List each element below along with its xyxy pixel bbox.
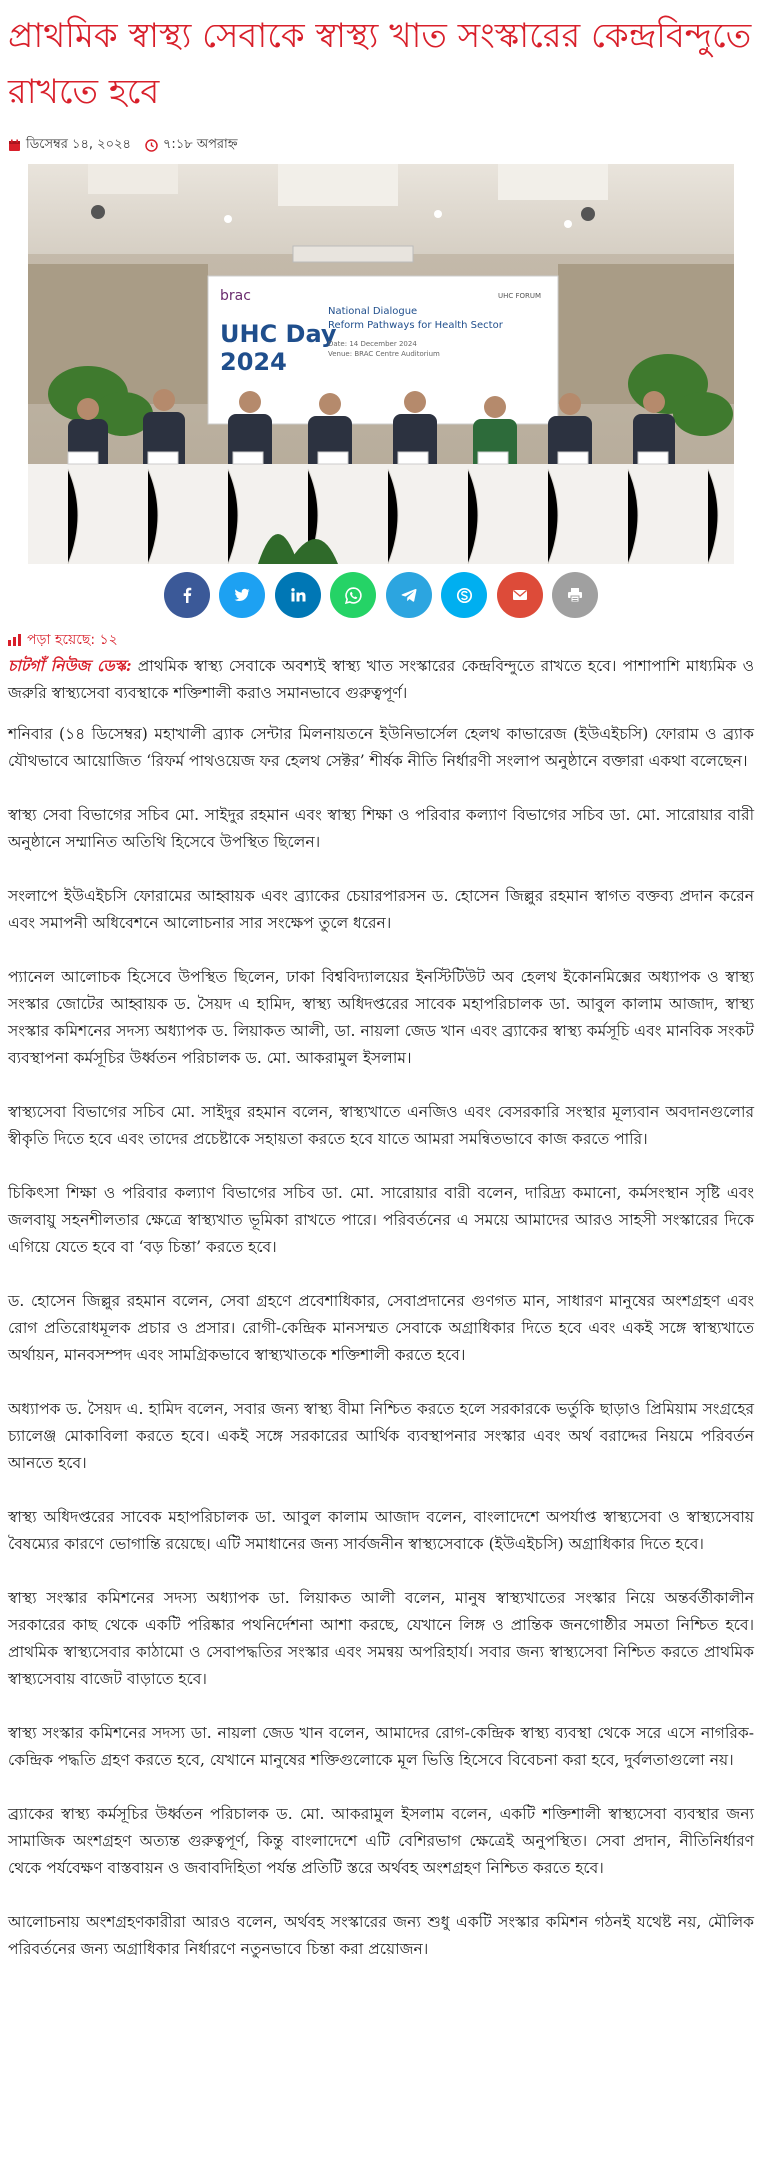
share-bar: [164, 572, 598, 618]
article-paragraph: অধ্যাপক ড. সৈয়দ এ. হামিদ বলেন, সবার জন্য স্বাস্থ্য বীমা নিশ্চিত করতে হলে সরকারকে ভর্তুকি ছাড়াও প্রিমিয়াম সংগ্রহের চ্যালেঞ্জ মোকাবিলা করতে হবে। একই সঙ্গে সরকারের আর্থিক ব্যবস্থাপনার সংস্কার এবং অর্থ বরাদ্দের নিয়মে পরিবর্তন আনতে হবে।: [8, 1400, 754, 1472]
publish-time: ৭:১৮ অপরাহ্ন: [162, 136, 238, 152]
article-paragraph: প্যানেল আলোচক হিসেবে উপস্থিত ছিলেন, ঢাকা বিশ্ববিদ্যালয়ের ইনস্টিটিউট অব হেলথ ইকোনমিক্সের অধ্যাপক ও স্বাস্থ্য সংস্কার জোটের আহ্বায়ক ড. সৈয়দ এ হামিদ, স্বাস্থ্য অধিদপ্তরের সাবেক মহাপরিচালক ডা. আবুল কালাম আজাদ, স্বাস্থ্য সংস্কার কমিশনের সদস্য অধ্যাপক ড. লিয়াকত আলী, ডা. নায়লা জেড খান এবং ব্র্যাকের স্বাস্থ্য কর্মসূচি এবং মানবিক সংকট ব্যবস্থাপনা কর্মসূচির উর্ধ্বতন পরিচালক ড. মো. আকরামুল ইসলাম।: [8, 968, 754, 1067]
article-lead: [8, 652, 754, 707]
article-paragraph: স্বাস্থ্য অধিদপ্তরের সাবেক মহাপরিচালক ডা. আবুল কালাম আজাদ বলেন, বাংলাদেশে অপর্যাপ্ত স্বাস্থ্যসেবা ও স্বাস্থ্যসেবায় বৈষম্যের কারণে ভোগান্তি রয়েছে। এটি সমাধানের জন্য সার্বজনীন স্বাস্থ্যসেবাকে (ইউএইচসি) অগ্রাধিকার দিতে হবে।: [8, 1508, 754, 1553]
article-paragraph: স্বাস্থ্য সংস্কার কমিশনের সদস্য ডা. নায়লা জেড খান বলেন, আমাদের রোগ-কেন্দ্রিক স্বাস্থ্য ব্যবস্থা থেকে সরে এসে নাগরিক-কেন্দ্রিক পদ্ধতি গ্রহণ করতে হবে, যেখানে মানুষের শক্তিগুলোকে মূল ভিত্তি হিসেবে বিবেচনা করা হবে, দুর্বলতাগুলো নয়।: [8, 1724, 754, 1769]
article-paragraph: ড. হোসেন জিল্লুর রহমান বলেন, সেবা গ্রহণে প্রবেশাধিকার, সেবাপ্রদানের গুণগত মান, সাধারণ মানুষের অংশগ্রহণ এবং রোগ প্রতিরোধমূলক প্রচার ও প্রসার। রোগী-কেন্দ্রিক মানসম্মত সেবাকে অগ্রাধিকার দিতে হবে এবং একই সঙ্গে স্বাস্থ্যখাতে অর্থায়ন, মানবসম্পদ এবং সামগ্রিকভাবে স্বাস্থ্যখাতকে শক্তিশালী করতে হবে।: [8, 1292, 754, 1364]
share-linkedin-button[interactable]: [275, 572, 321, 618]
print-button[interactable]: [552, 572, 598, 618]
article-body: [8, 652, 754, 1990]
article-paragraph: শনিবার (১৪ ডিসেম্বর) মহাখালী ব্র্যাক সেন্টার মিলনায়তনে ইউনিভার্সেল হেলথ কাভারেজ (ইউএইচসি) ফোরাম ও ব্র্যাক যৌথভাবে আয়োজিত ‘রিফর্ম পাথওয়েজ ফর হেলথ সেক্টর’ শীর্ষক নীতি নির্ধারণী সংলাপ অনুষ্ঠানে বক্তারা একথা বলেছেন।: [8, 725, 754, 770]
article-title: প্রাথমিক স্বাস্থ্য সেবাকে স্বাস্থ্য খাত সংস্কারের কেন্দ্রবিন্দুতে রাখতে হবে: [8, 16, 752, 112]
twitter-icon: [234, 587, 250, 603]
lead-text: প্রাথমিক স্বাস্থ্য সেবাকে অবশ্যই স্বাস্থ্য খাত সংস্কারের কেন্দ্রবিন্দুতে রাখতে হবে। পাশাপাশি মাধ্যমিক ও জরুরি স্বাস্থ্যসেবা ব্যবস্থাকে শক্তিশালী করাও সমানভাবে গুরুত্বপূর্ণ।: [8, 657, 754, 702]
clock-icon: [145, 139, 158, 152]
share-facebook-button[interactable]: [164, 572, 210, 618]
photo-banner-small-1: Date: 14 December 2024: [328, 340, 417, 348]
share-twitter-button[interactable]: [219, 572, 265, 618]
article-paragraph: ব্র্যাকের স্বাস্থ্য কর্মসূচির উর্ধ্বতন পরিচালক ড. মো. আকরামুল ইসলাম বলেন, একটি শক্তিশালী স্বাস্থ্যসেবা ব্যবস্থার জন্য সামাজিক অংশগ্রহণ অত্যন্ত গুরুত্বপূর্ণ, কিন্তু বাংলাদেশে এটি বেশিরভাগ ক্ষেত্রেই অনুপস্থিত। সেবা প্রদান, নীতিনির্ধারণ থেকে পর্যবেক্ষণ বাস্তবায়ন ও জবাবদিহিতা পর্যন্ত প্রতিটি স্তরে অর্থবহ অংশগ্রহণ নিশ্চিত করতে হবে।: [8, 1805, 754, 1877]
calendar-icon: [8, 139, 21, 152]
photo-corner-logo: UHC FORUM: [498, 292, 542, 300]
photo-banner-small-2: Venue: BRAC Centre Auditorium: [328, 350, 440, 358]
article-photo: [28, 164, 734, 564]
article-paragraph: চিকিৎসা শিক্ষা ও পরিবার কল্যাণ বিভাগের সচিব ডা. মো. সারোয়ার বারী বলেন, দারিদ্র্য কমানো, কর্মসংস্থান সৃষ্টি এবং জলবায়ু সহনশীলতার ক্ষেত্রে স্বাস্থ্যখাত ভূমিকা রাখতে পারে। পরিবর্তনের এ সময়ে আমাদের আরও সাহসী সংস্কারের দিকে এগিয়ে যেতে হবে বা ‘বড় চিন্তা’ করতে হবে।: [8, 1184, 754, 1256]
dateline: চাটগাঁ নিউজ ডেস্ক:: [8, 656, 132, 675]
photo-banner-year: 2024: [220, 348, 287, 376]
article-paragraph: আলোচনায় অংশগ্রহণকারীরা আরও বলেন, অর্থবহ সংস্কারের জন্য শুধু একটি সংস্কার কমিশন গঠনই যথেষ্ট নয়, মৌলিক পরিবর্তনের জন্য অগ্রাধিকার নির্ধারণে নতুনভাবে চিন্তা করা প্রয়োজন।: [8, 1913, 754, 1958]
share-whatsapp-button[interactable]: [330, 572, 376, 618]
share-email-button[interactable]: [497, 572, 543, 618]
article-paragraph: স্বাস্থ্য সেবা বিভাগের সচিব মো. সাইদুর রহমান এবং স্বাস্থ্য শিক্ষা ও পরিবার কল্যাণ বিভাগের সচিব ডা. মো. সারোয়ার বারী অনুষ্ঠানে সম্মানিত অতিথি হিসেবে উপস্থিত ছিলেন।: [8, 806, 754, 851]
email-icon: [512, 587, 528, 603]
share-telegram-button[interactable]: [386, 572, 432, 618]
article-paragraph: স্বাস্থ্য সংস্কার কমিশনের সদস্য অধ্যাপক ডা. লিয়াকত আলী বলেন, মানুষ স্বাস্থ্যখাতের সংস্কার নিয়ে অন্তর্বর্তীকালীন সরকারের কাছ থেকে একটি পরিষ্কার পথনির্দেশনা আশা করছে, যেখানে লিঙ্গ ও প্রান্তিক জনগোষ্ঠীর সমতা নিশ্চিত হবে। প্রাথমিক স্বাস্থ্যসেবার কাঠামো ও সেবাপদ্ধতির সংস্কার এবং সমন্বয় অপরিহার্য। সবার জন্য স্বাস্থ্যসেবা নিশ্চিত করতে প্রাথমিক স্বাস্থ্যসেবায় বাজেট বাড়াতে হবে।: [8, 1589, 754, 1688]
bar-chart-icon: [8, 634, 21, 646]
photo-logo-text: brac: [220, 288, 251, 304]
view-count-label: পড়া হয়েছে: ১২: [27, 632, 118, 648]
print-icon: [567, 587, 583, 603]
article-meta: [8, 134, 238, 156]
view-count: [8, 630, 118, 650]
publish-date: ডিসেম্বর ১৪, ২০২৪: [26, 136, 131, 152]
photo-banner-title: UHC Day: [220, 320, 337, 348]
time-meta: [145, 135, 238, 156]
whatsapp-icon: [345, 587, 362, 604]
skype-icon: [456, 587, 473, 604]
telegram-icon: [401, 587, 417, 603]
article-paragraph: সংলাপে ইউএইচসি ফোরামের আহ্বায়ক এবং ব্র্যাকের চেয়ারপারসন ড. হোসেন জিল্লুর রহমান স্বাগত বক্তব্য প্রদান করেন এবং সমাপনী অধিবেশনে আলোচনার সার সংক্ষেপ তুলে ধরেন।: [8, 887, 754, 932]
share-skype-button[interactable]: [441, 572, 487, 618]
photo-banner-subtitle-1: National Dialogue: [328, 306, 418, 317]
facebook-icon: [179, 587, 195, 603]
photo-banner-subtitle-2: Reform Pathways for Health Sector: [328, 320, 503, 331]
linkedin-icon: [290, 587, 306, 603]
article-paragraph: স্বাস্থ্যসেবা বিভাগের সচিব মো. সাইদুর রহমান বলেন, স্বাস্থ্যখাতে এনজিও এবং বেসরকারি সংস্থার মূল্যবান অবদানগুলোর স্বীকৃতি দিতে হবে এবং তাদের প্রচেষ্টাকে সহায়তা করতে হবে যাতে আমরা সমন্বিতভাবে কাজ করতে পারি।: [8, 1103, 754, 1148]
date-meta: [8, 135, 131, 156]
